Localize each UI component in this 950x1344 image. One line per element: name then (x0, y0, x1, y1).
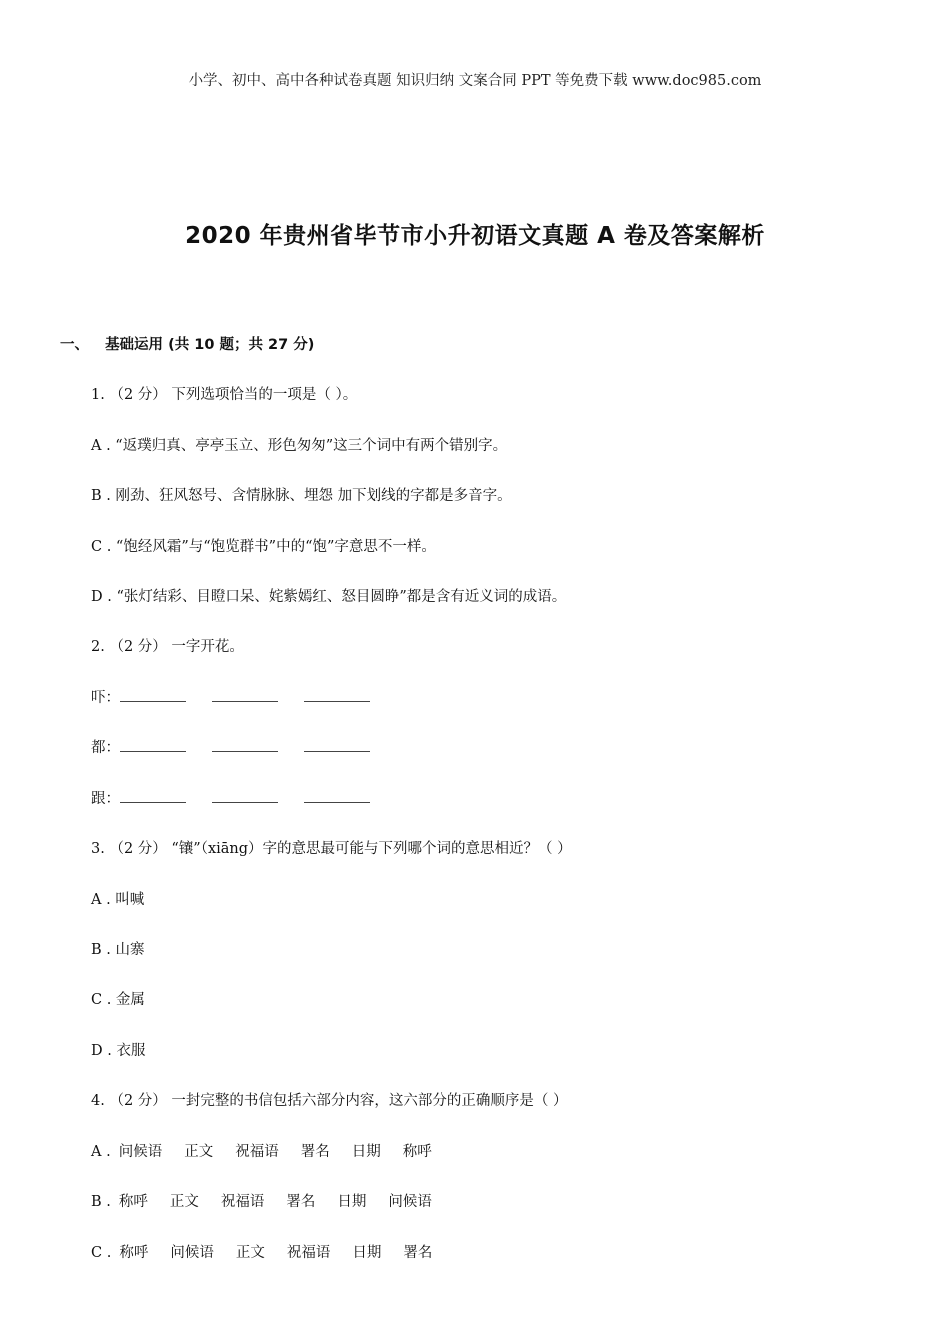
option-item: 问候语 (388, 1194, 432, 1210)
option-item: 署名 (403, 1245, 433, 1261)
section-heading (60, 333, 314, 354)
question-4-option-b (91, 1190, 432, 1211)
option-item: 祝福语 (220, 1194, 265, 1210)
answer-blank[interactable] (212, 687, 278, 702)
option-item: 日期 (337, 1194, 367, 1210)
answer-blank[interactable] (120, 737, 186, 752)
answer-blank[interactable] (120, 788, 186, 803)
document-title: 2020 年贵州省毕节市小升初语文真题 A 卷及答案解析 (185, 223, 765, 249)
question-2-stem: 2. （2 分） 一字开花。 (91, 639, 244, 655)
answer-blank[interactable] (212, 737, 278, 752)
question-1-option-d: D . “张灯结彩、目瞪口呆、姹紫嫣红、怒目圆睁”都是含有近义词的成语。 (91, 589, 567, 605)
question-4-option-c (91, 1241, 432, 1262)
question-2-row (91, 736, 396, 757)
option-item: 称呼 (119, 1245, 149, 1261)
option-item: 署名 (286, 1194, 316, 1210)
section-label: 基础运用 (共 10 题；共 27 分) (105, 337, 315, 353)
option-item: 正文 (169, 1194, 199, 1210)
answer-blank[interactable] (212, 788, 278, 803)
question-3-stem: 3. （2 分） “镶”（xiāng）字的意思最可能与下列哪个词的意思相近？（ ） (91, 841, 572, 857)
option-item: 日期 (352, 1245, 382, 1261)
question-3-option-c: C . 金属 (91, 992, 145, 1008)
question-1-option-b: B . 刚劲、狂风怒号、含情脉脉、埋怨 加下划线的字都是多音字。 (91, 488, 512, 504)
question-2-char: 吓： (91, 690, 120, 706)
option-item: 日期 (351, 1144, 381, 1160)
answer-blank[interactable] (120, 687, 186, 702)
question-3-option-d: D . 衣服 (91, 1043, 146, 1059)
question-4-option-a (91, 1140, 432, 1161)
question-3-option-b: B . 山寨 (91, 942, 145, 958)
question-3-option-a: A . 叫喊 (91, 892, 145, 908)
site-banner: 小学、初中、高中各种试卷真题 知识归纳 文案合同 PPT 等免费下载 www.doc985.com (188, 73, 762, 89)
option-item: 祝福语 (235, 1144, 279, 1160)
answer-blank[interactable] (304, 737, 370, 752)
question-1-stem: 1. （2 分） 下列选项恰当的一项是（ ）。 (91, 387, 358, 403)
option-item: 祝福语 (286, 1245, 331, 1261)
option-item: 问候语 (118, 1144, 163, 1160)
option-letter: A . (91, 1144, 111, 1160)
option-item: 称呼 (402, 1144, 432, 1160)
answer-blank[interactable] (304, 788, 370, 803)
question-2-row (91, 686, 396, 707)
question-2-char: 跟： (91, 791, 120, 807)
option-item: 署名 (300, 1144, 330, 1160)
question-2-char: 都： (91, 740, 120, 756)
question-1-option-c: C . “饱经风霜”与“饱览群书”中的“饱”字意思不一样。 (91, 539, 436, 555)
question-2-row (91, 787, 396, 808)
option-letter: C . (91, 1245, 112, 1261)
option-item: 正文 (235, 1245, 265, 1261)
option-item: 称呼 (118, 1194, 148, 1210)
option-item: 正文 (184, 1144, 214, 1160)
option-letter: B . (91, 1194, 111, 1210)
question-4-stem: 4. （2 分） 一封完整的书信包括六部分内容，这六部分的正确顺序是（ ） (91, 1093, 568, 1109)
answer-blank[interactable] (304, 687, 370, 702)
question-1-option-a: A . “返璞归真、亭亭玉立、形色匆匆”这三个词中有两个错别字。 (91, 438, 508, 454)
section-number: 一、 (60, 337, 89, 353)
option-item: 问候语 (170, 1245, 214, 1261)
